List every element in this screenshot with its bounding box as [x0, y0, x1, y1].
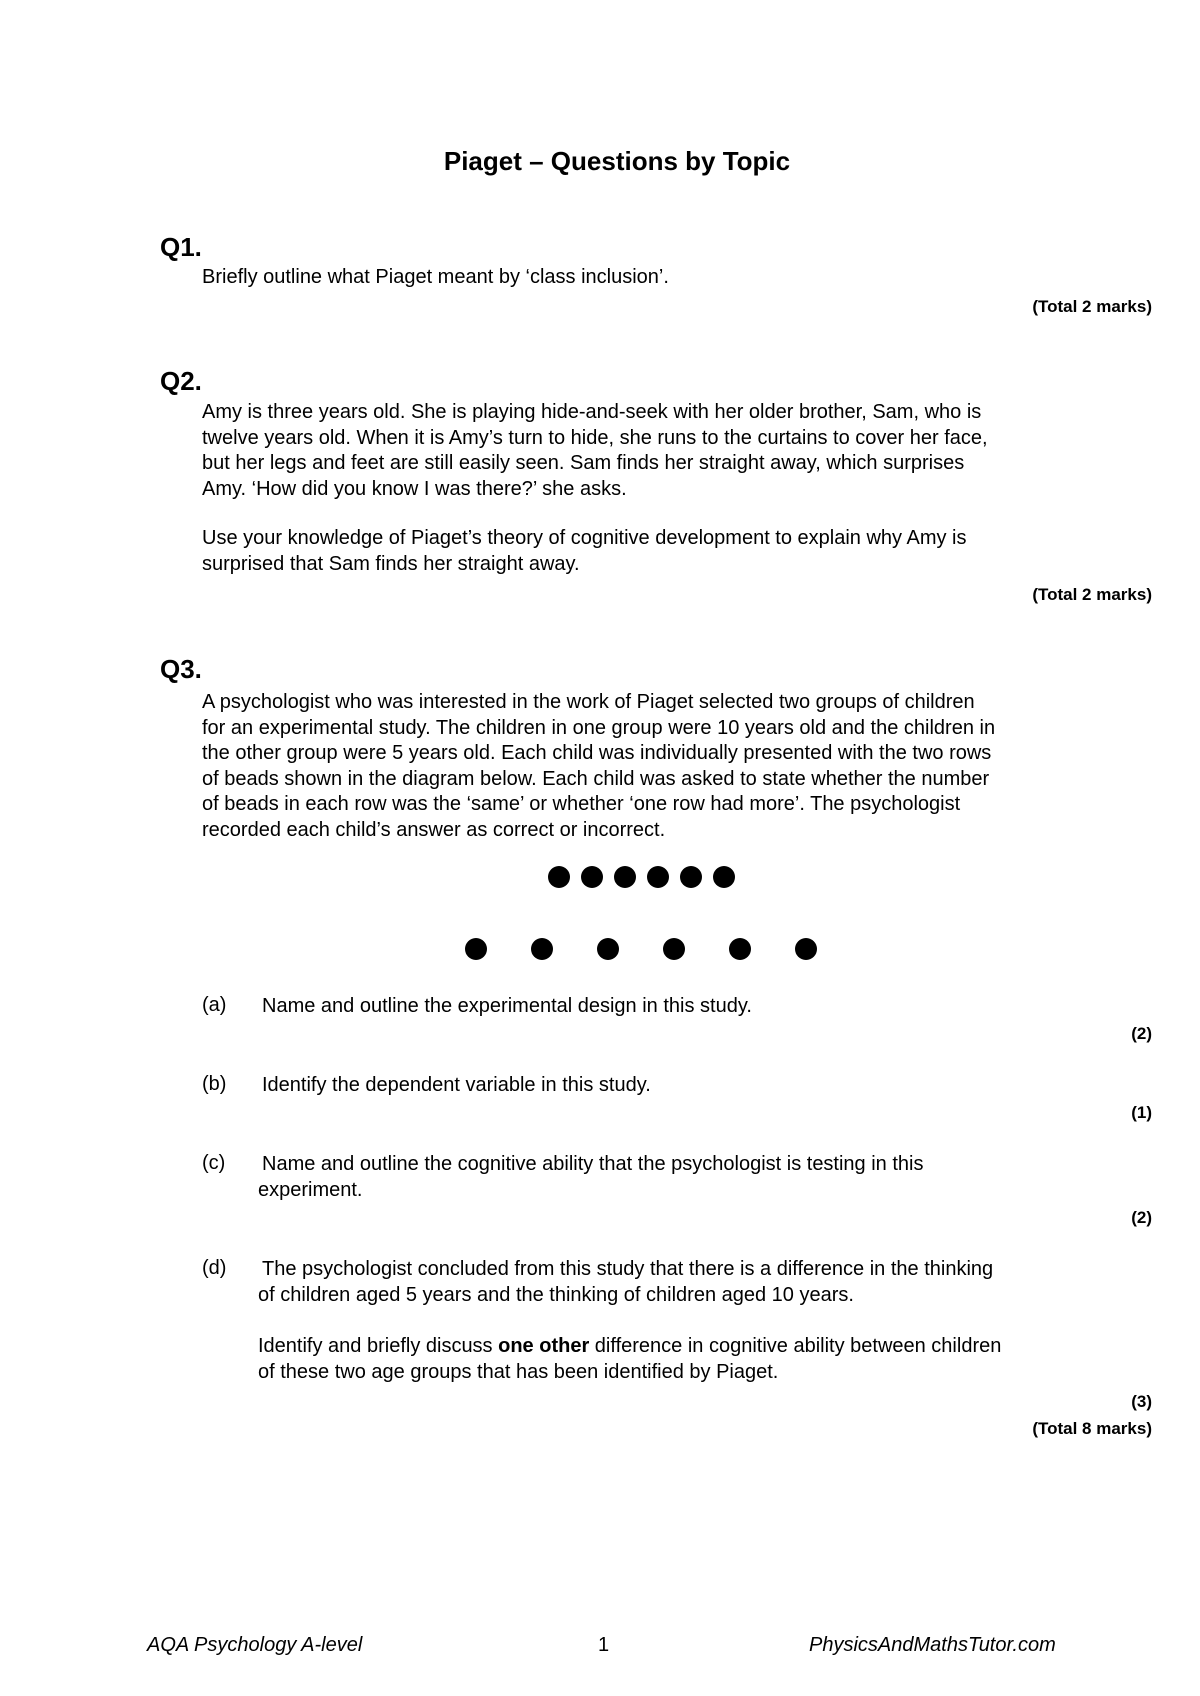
bead-row1 [581, 866, 603, 888]
part-c-text-line-2: experiment. [258, 1179, 363, 1201]
part-d-text-line-2: of children aged 5 years and the thinking of children aged 10 years. [258, 1284, 854, 1306]
part-b-text: Identify the dependent variable in this study. [262, 1074, 651, 1096]
part-a-letter: (a) [202, 994, 227, 1016]
text-line: of beads in each row was the ‘same’ or whether ‘one row had more’. The psychologist [202, 793, 961, 815]
question-2-paragraph-1 [202, 400, 1102, 502]
text-line: the other group were 5 years old. Each child was individually presented with the two rows [202, 742, 992, 764]
part-c-text-line-1: Name and outline the cognitive ability that the psychologist is testing in this [262, 1153, 924, 1175]
bead-row2 [465, 938, 487, 960]
part-a-text: Name and outline the experimental design in this study. [262, 995, 752, 1017]
question-2-total: (Total 2 marks) [1032, 585, 1152, 604]
bead-row2 [795, 938, 817, 960]
part-c-letter: (c) [202, 1152, 226, 1174]
text-line: twelve years old. When it is Amy’s turn to hide, she runs to the curtains to cover her face, [202, 426, 988, 449]
question-3-intro [202, 690, 1102, 843]
footer-left: AQA Psychology A-level [147, 1634, 363, 1656]
question-2-paragraph-2 [202, 526, 1102, 577]
bead-row1 [647, 866, 669, 888]
question-1-text: Briefly outline what Piaget meant by ‘class inclusion’. [202, 266, 669, 288]
bead-row1 [680, 866, 702, 888]
part-c-marks: (2) [1131, 1208, 1152, 1227]
bead-row2 [729, 938, 751, 960]
emphasis-one-other: one other [498, 1335, 590, 1357]
text-line: Amy is three years old. She is playing hide-and-seek with her older brother, Sam, who is [202, 401, 982, 423]
question-1-total: (Total 2 marks) [1032, 297, 1152, 316]
part-d-text-line-3: Identify and briefly discuss one other difference in cognitive ability between children [258, 1335, 1002, 1357]
text-line: Use your knowledge of Piaget’s theory of cognitive development to explain why Amy is [202, 527, 967, 549]
text-line: A psychologist who was interested in the work of Piaget selected two groups of children [202, 691, 975, 713]
bead-row1 [614, 866, 636, 888]
question-3-label: Q3. [160, 654, 202, 684]
text-line: but her legs and feet are still easily seen. Sam finds her straight away, which surprises [202, 452, 965, 474]
part-b-marks: (1) [1131, 1103, 1152, 1122]
part-b-letter: (b) [202, 1073, 227, 1095]
footer-right: PhysicsAndMathsTutor.com [809, 1634, 1056, 1656]
text-line: Amy. ‘How did you know I was there?’ she asks. [202, 477, 627, 500]
part-d-text-line-4: of these two age groups that has been identified by Piaget. [258, 1361, 779, 1383]
page-number: 1 [598, 1634, 610, 1656]
part-d-marks: (3) [1131, 1392, 1152, 1411]
question-1-label: Q1. [160, 232, 202, 262]
bead-row1 [713, 866, 735, 888]
part-d-text-line-1: The psychologist concluded from this study that there is a difference in the thinking [262, 1258, 994, 1280]
text-line: recorded each child’s answer as correct or incorrect. [202, 818, 666, 841]
bead-row2 [597, 938, 619, 960]
bead-row1 [548, 866, 570, 888]
question-2-label: Q2. [160, 366, 202, 396]
text-line: surprised that Sam finds her straight away. [202, 552, 580, 575]
text-line: for an experimental study. The children in one group were 10 years old and the children in [202, 716, 996, 739]
text-line: of beads shown in the diagram below. Each child was asked to state whether the number [202, 767, 990, 790]
bead-row2 [531, 938, 553, 960]
question-3-total: (Total 8 marks) [1032, 1419, 1152, 1438]
page-title: Piaget – Questions by Topic [443, 146, 791, 176]
bead-row2 [663, 938, 685, 960]
part-a-marks: (2) [1131, 1024, 1152, 1043]
part-d-letter: (d) [202, 1257, 227, 1279]
